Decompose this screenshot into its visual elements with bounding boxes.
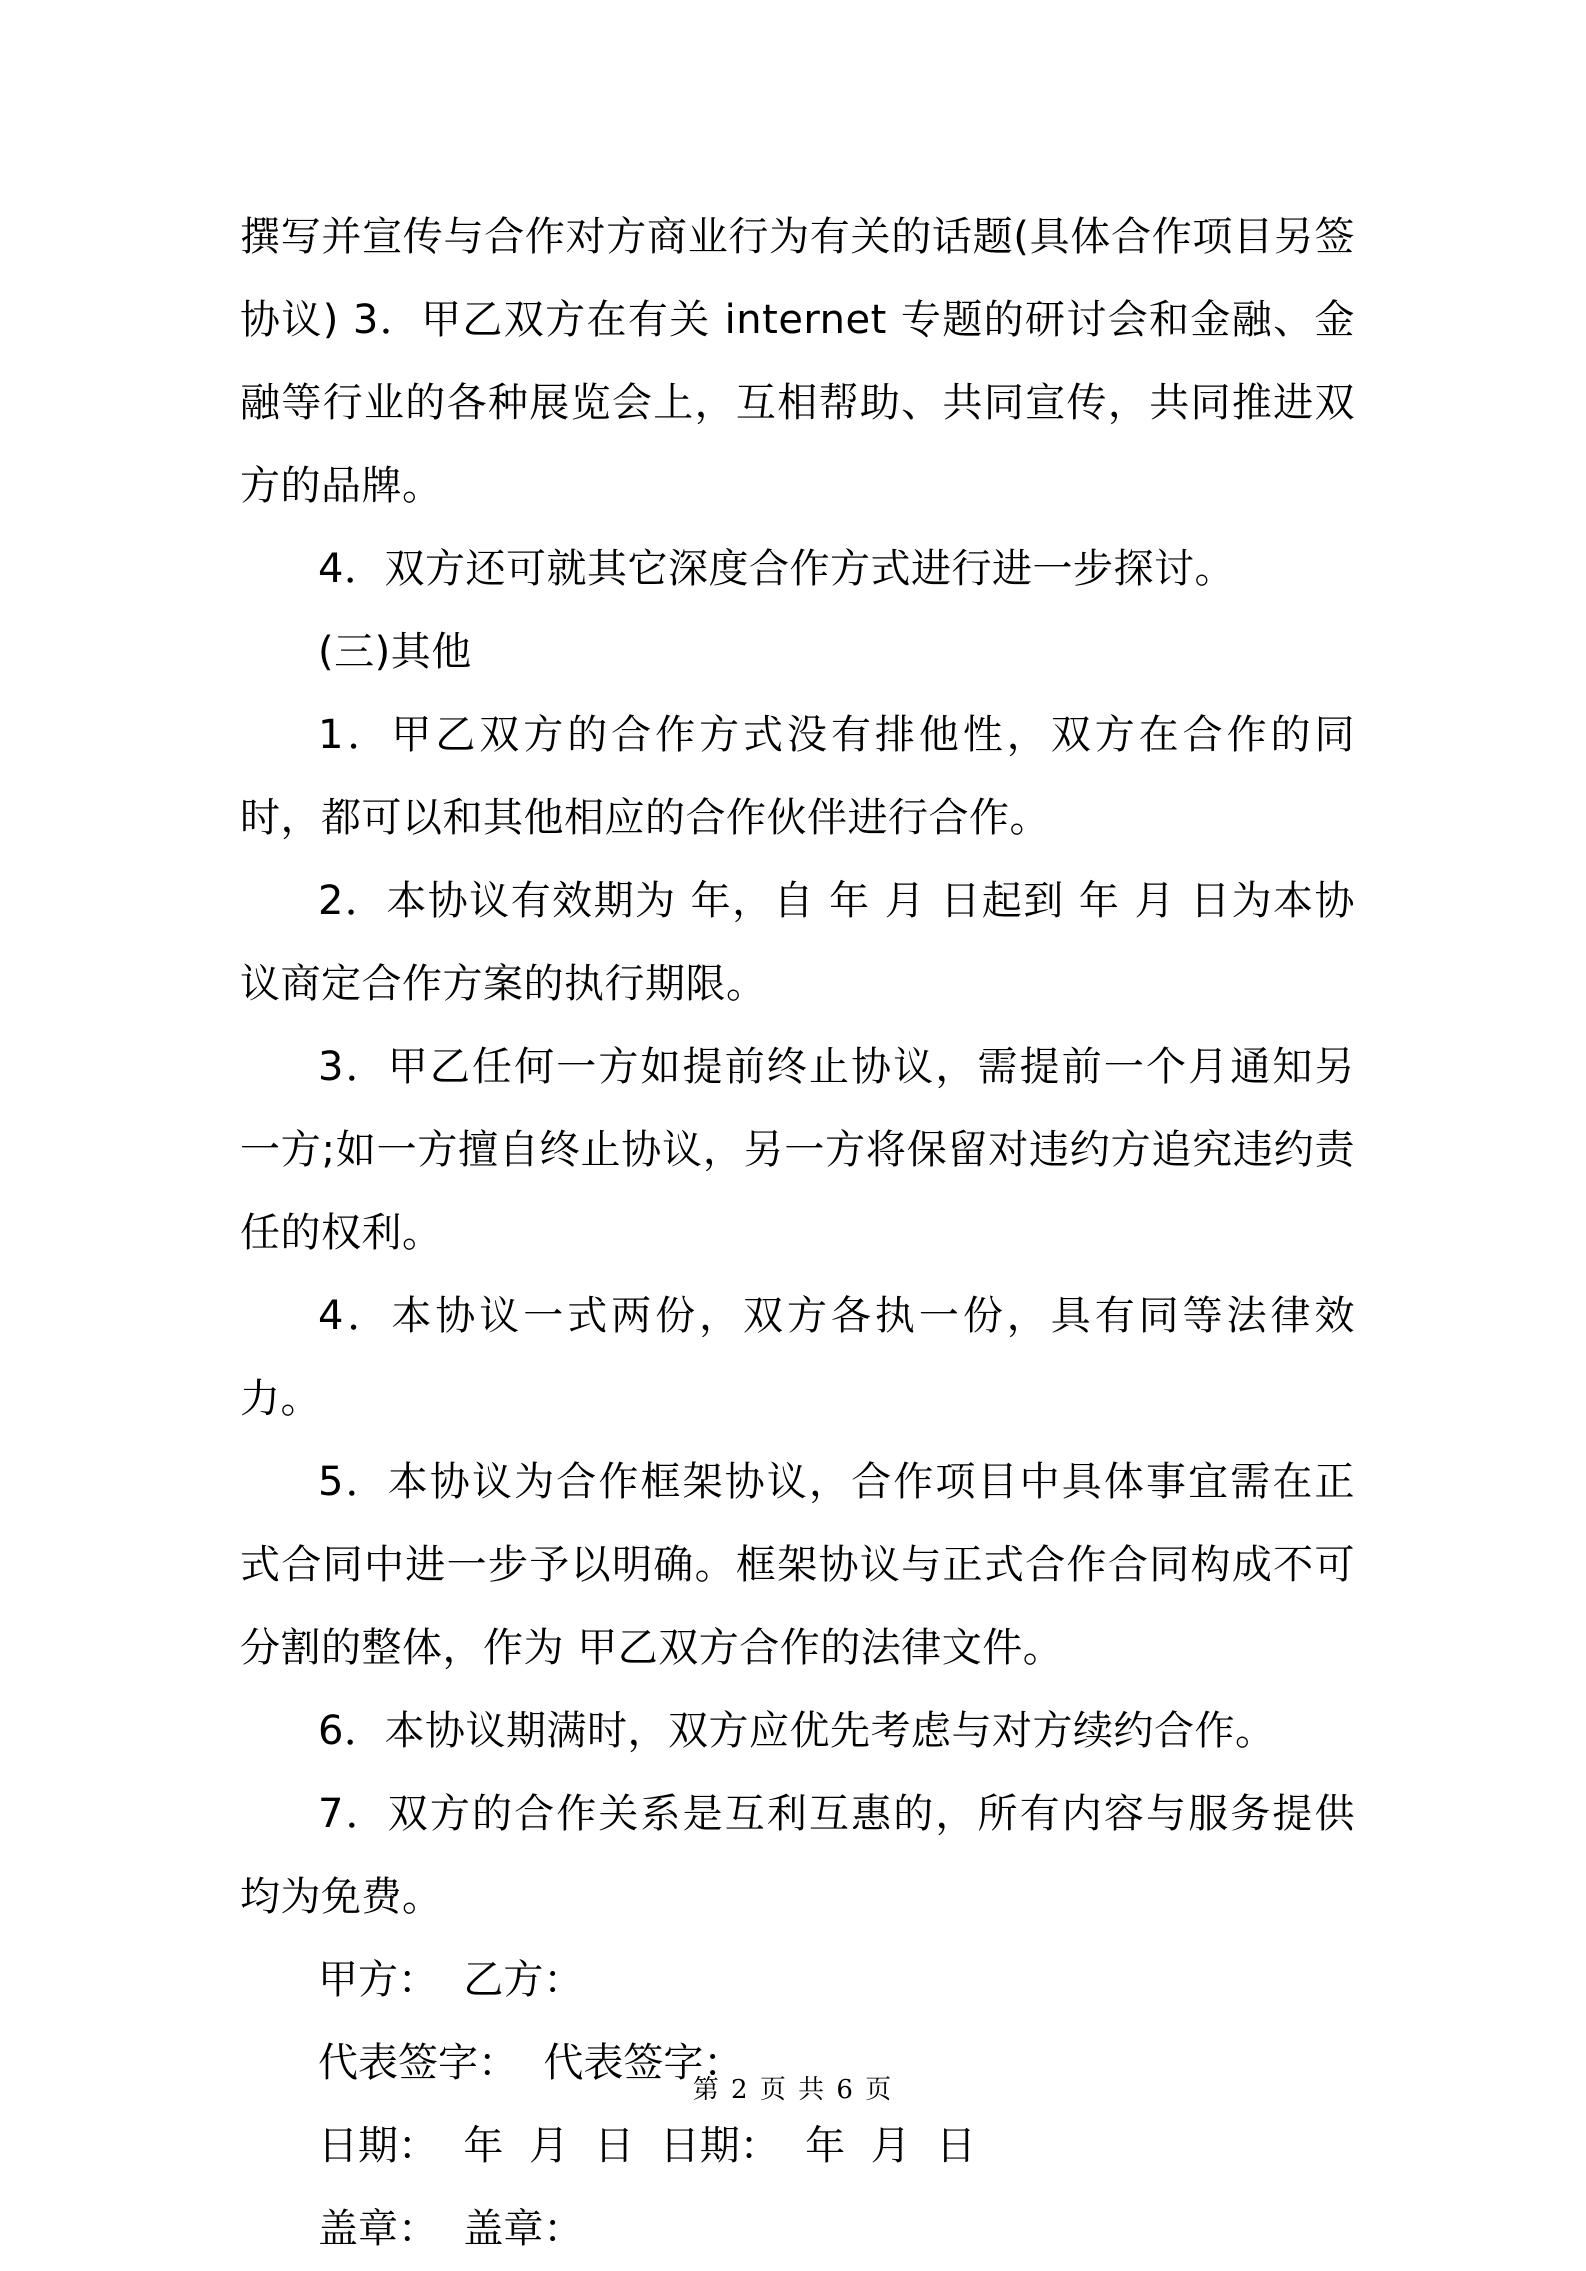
paragraph-clause-5-framework: 5．本协议为合作框架协议，合作项目中具体事宜需在正式合同中进一步予以明确。框架协议与正式合作合同构成不可分割的整体，作为 甲乙双方合作的法律文件。 [240,1459,1355,1671]
paragraph-clause-1-non-exclusive: 1．甲乙双方的合作方式没有排他性，双方在合作的同时，都可以和其他相应的合作伙伴进行合作。 [240,712,1355,841]
paragraph-continuation: 撰写并宣传与合作对方商业行为有关的话题(具体合作项目另签协议) 3．甲乙双方在有关 internet 专题的研讨会和金融、金融等行业的各种展览会上，互相帮助、共同宣传，共同推进双方的品牌。 [240,214,1355,509]
paragraph-clause-3-termination: 3．甲乙任何一方如提前终止协议，需提前一个月通知另一方;如一方擅自终止协议，另一方将保留对违约方追究违约责任的权利。 [240,1044,1355,1256]
paragraph-clause-7-free: 7．双方的合作关系是互利互惠的，所有内容与服务提供均为免费。 [240,1791,1355,1920]
signature-line-seals: 盖章： 盖章： [318,2206,584,2252]
signature-line-representatives: 代表签字： 代表签字： [318,2040,744,2086]
document-body [240,196,1355,2271]
signature-line-dates: 日期： 年 月 日 日期： 年 月 日 [318,2123,977,2169]
paragraph-clause-4-discussion: 4．双方还可就其它深度合作方式进行进一步探讨。 [318,546,1235,592]
paragraph-clause-2-validity: 2．本协议有效期为 年，自 年 月 日起到 年 月 日为本协议商定合作方案的执行期限。 [240,878,1355,1007]
paragraph-clause-6-renewal: 6．本协议期满时，双方应优先考虑与对方续约合作。 [318,1708,1276,1754]
section-heading-other: (三)其他 [318,629,472,675]
page-number-footer: 第 2 页 共 6 页 [692,2075,894,2105]
signature-line-parties: 甲方： 乙方： [318,1957,584,2003]
paragraph-clause-4-copies: 4．本协议一式两份，双方各执一份，具有同等法律效力。 [240,1293,1355,1422]
